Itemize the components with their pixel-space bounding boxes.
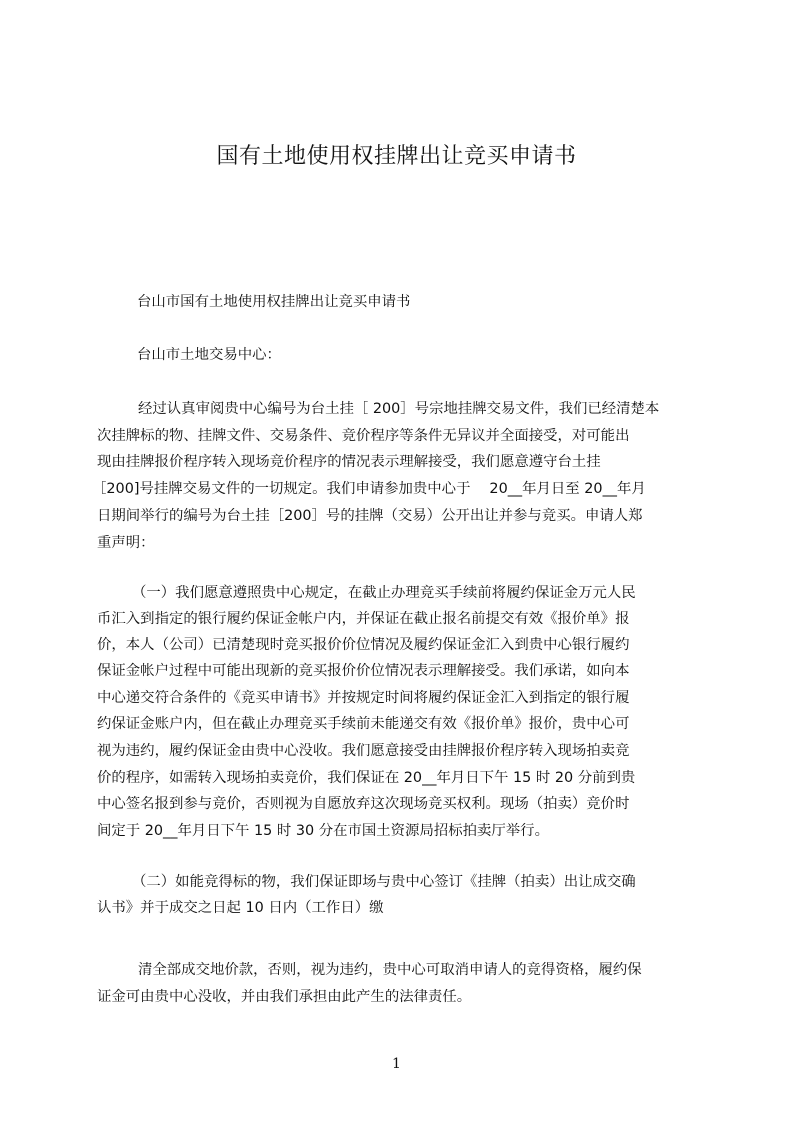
intro-line-6: 重声明： xyxy=(97,535,155,551)
section2-line-1: （二）如能竞得标的物，我们保证即场与贵中心签订《挂牌（拍卖）出让成交确 xyxy=(132,874,636,890)
intro-line-4: ［200]号挂牌交易文件的一切规定。我们申请参加贵中心于 20__年月日至 20__年月 xyxy=(92,481,646,497)
document-title: 国有土地使用权挂牌出让竞买申请书 xyxy=(216,144,577,169)
intro-line-5: 日期间举行的编号为台土挂［200］号的挂牌（交易）公开出让并参与竞买。申请人郑 xyxy=(97,508,643,524)
closing-line-1: 清全部成交地价款，否则，视为违约，贵中心可取消申请人的竞得资格，履约保 xyxy=(138,962,642,978)
page-number: 1 xyxy=(392,1056,401,1072)
section1-line-10: 间定于 20__年月日下午 15 时 30 分在市国土资源局招标拍卖厅举行。 xyxy=(97,823,549,839)
subtitle-line: 台山市国有土地使用权挂牌出让竞买申请书 xyxy=(137,294,411,310)
addressee-line: 台山市土地交易中心： xyxy=(137,347,281,363)
section1-line-4: 保证金帐户过程中可能出现新的竞买报价价位情况表示理解接受。我们承诺，如向本 xyxy=(97,663,630,679)
section2-line-2: 认书》并于成交之日起 10 日内（工作日）缴 xyxy=(97,900,384,916)
section1-line-6: 约保证金账户内，但在截止办理竞买手续前未能递交有效《报价单》报价，贵中心可 xyxy=(97,716,630,732)
intro-line-3: 现由挂牌报价程序转入现场竞价程序的情况表示理解接受，我们愿意遵守台土挂 xyxy=(97,454,601,470)
section1-line-5: 中心递交符合条件的《竞买申请书》并按规定时间将履约保证金汇入到指定的银行履 xyxy=(97,690,630,706)
section1-line-7: 视为违约，履约保证金由贵中心没收。我们愿意接受由挂牌报价程序转入现场拍卖竞 xyxy=(97,743,630,759)
section1-line-1: （一）我们愿意遵照贵中心规定，在截止办理竞买手续前将履约保证金万元人民 xyxy=(132,585,636,601)
intro-line-1: 经过认真审阅贵中心编号为台土挂［ 200］号宗地挂牌交易文件，我们已经清楚本 xyxy=(138,401,660,417)
closing-line-2: 证金可由贵中心没收，并由我们承担由此产生的法律责任。 xyxy=(97,989,472,1005)
intro-line-2: 次挂牌标的物、挂牌文件、交易条件、竞价程序等条件无异议并全面接受，对可能出 xyxy=(97,428,630,444)
section1-line-8: 价的程序，如需转入现场拍卖竞价，我们保证在 20__年月日下午 15 时 20 分前到贵 xyxy=(97,770,636,786)
section1-line-9: 中心签名报到参与竞价，否则视为自愿放弃这次现场竞买权利。现场（拍卖）竞价时 xyxy=(97,796,630,812)
section1-line-2: 币汇入到指定的银行履约保证金帐户内，并保证在截止报名前提交有效《报价单》报 xyxy=(97,611,630,627)
section1-line-3: 价，本人（公司）已清楚现时竞买报价价位情况及履约保证金汇入到贵中心银行履约 xyxy=(97,637,630,653)
